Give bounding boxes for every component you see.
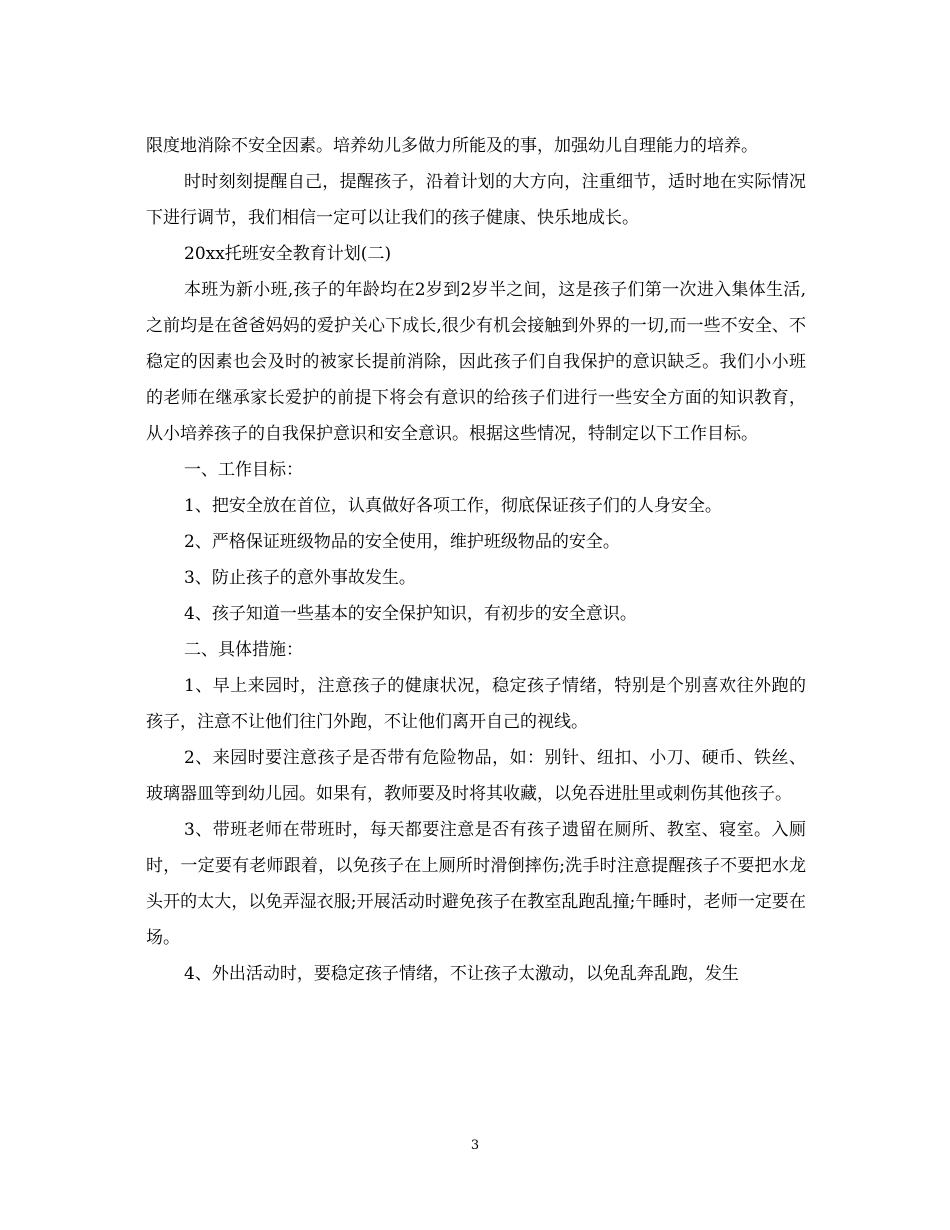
goal-item-1: 1、把安全放在首位，认真做好各项工作，彻底保证孩子们的人身安全。 [184, 496, 722, 516]
section-title: 20xx托班安全教育计划(二) [184, 244, 392, 264]
measure-item-1: 1、早上来园时，注意孩子的健康状况，稳定孩子情绪，特别是个别喜欢往外跑的孩子，注意不让他们往门外跑，不让他们离开自己的视线。 [146, 676, 806, 732]
measure-item-3: 3、带班老师在带班时，每天都要注意是否有孩子遗留在厕所、教室、寝室。入厕时，一定要有老师跟着，以免孩子在上厕所时滑倒摔伤;洗手时注意提醒孩子不要把水龙头开的太大，以免弄湿衣服;开展活动时避免孩子在教室乱跑乱撞;午睡时，老师一定要在场。 [146, 820, 806, 948]
goal-item-2: 2、严格保证班级物品的安全使用，维护班级物品的安全。 [184, 532, 620, 552]
paragraph-intro: 本班为新小班,孩子的年龄均在2岁到2岁半之间，这是孩子们第一次进入集体生活,之前均是在爸爸妈妈的爱护关心下成长,很少有机会接触到外界的一切,而一些不安全、不稳定的因素也会及时的被家长提前消除，因此孩子们自我保护的意识缺乏。我们小小班的老师在继承家长爱护的前提下将会有意识的给孩子们进行一些安全方面的知识教育，从小培养孩子的自我保护意识和安全意识。根据这些情况，特制定以下工作目标。 [146, 280, 806, 444]
measure-item-4: 4、外出活动时，要稳定孩子情绪，不让孩子太激动，以免乱奔乱跑，发生 [184, 964, 739, 984]
document-body [146, 128, 806, 992]
heading-measures: 二、具体措施： [184, 640, 303, 660]
heading-work-goals: 一、工作目标： [184, 460, 303, 480]
page-number: 3 [470, 1138, 480, 1153]
goal-item-3: 3、防止孩子的意外事故发生。 [184, 568, 416, 588]
paragraph-2: 时时刻刻提醒自己，提醒孩子，沿着计划的大方向，注重细节，适时地在实际情况下进行调节，我们相信一定可以让我们的孩子健康、快乐地成长。 [146, 172, 806, 228]
goal-item-4: 4、孩子知道一些基本的安全保护知识，有初步的安全意识。 [184, 604, 637, 624]
measure-item-2: 2、来园时要注意孩子是否带有危险物品，如：别针、纽扣、小刀、硬币、铁丝、玻璃器皿等到幼儿园。如果有，教师要及时将其收藏，以免吞进肚里或刺伤其他孩子。 [146, 748, 806, 804]
paragraph-1: 限度地消除不安全因素。培养幼儿多做力所能及的事，加强幼儿自理能力的培养。 [146, 136, 758, 156]
